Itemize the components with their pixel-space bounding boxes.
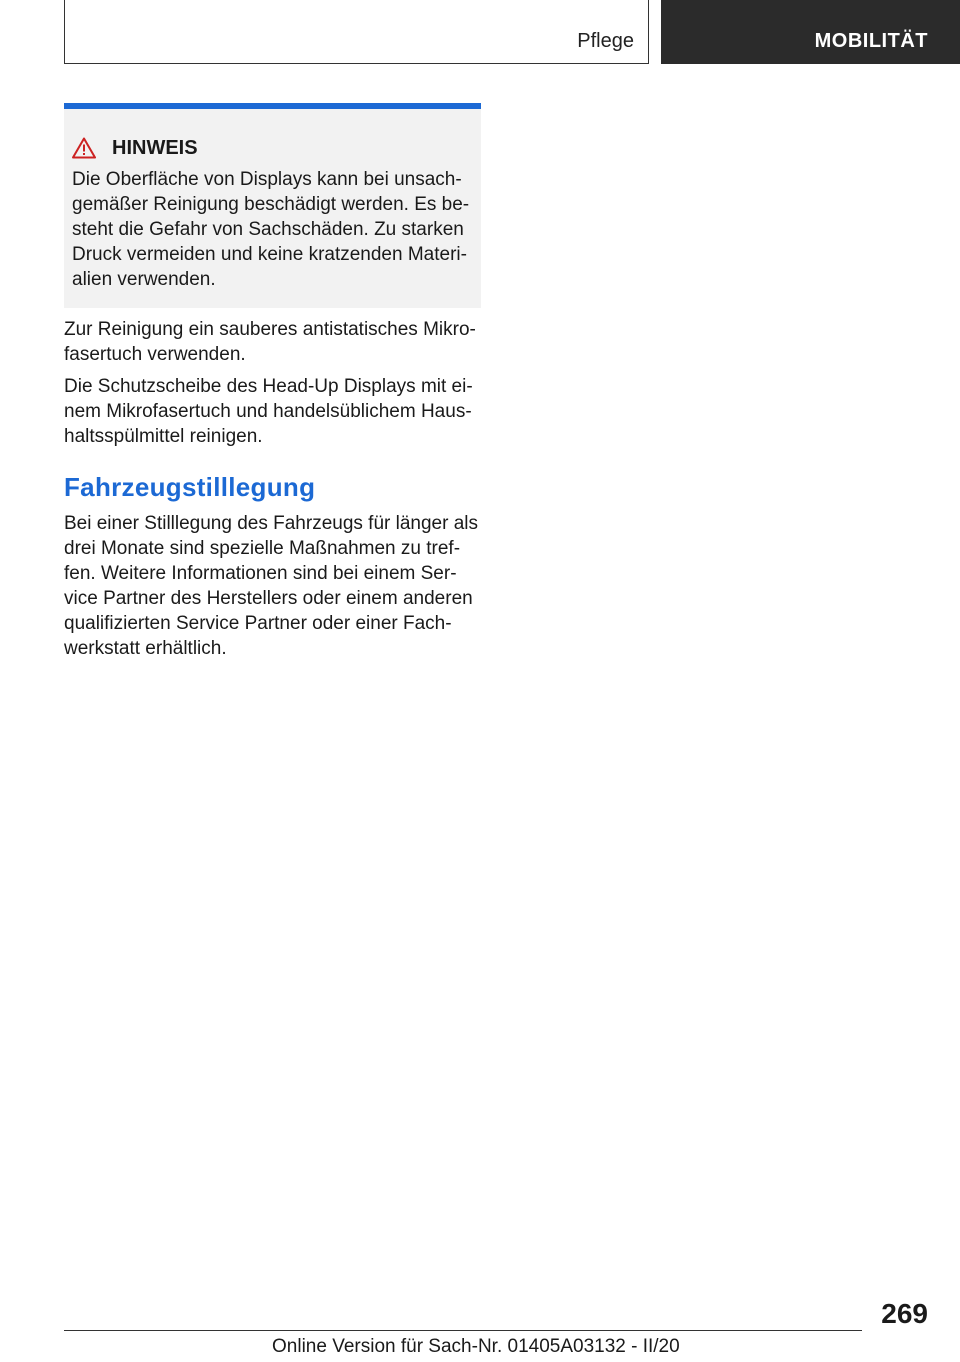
notice-title: HINWEIS bbox=[112, 136, 198, 159]
header-chapter-title: MOBILITÄT bbox=[814, 30, 928, 52]
footer-online-version: Online Version für Sach-Nr. 01405A03132 - II/20 bbox=[272, 1336, 680, 1357]
warning-triangle-icon bbox=[72, 137, 96, 159]
paragraph-cleaning-cloth: Zur Reinigung ein sauberes antistatisches Mikrofasertuch verwenden. bbox=[64, 319, 476, 365]
header-section-title: Pflege bbox=[577, 30, 634, 52]
header-section-box bbox=[64, 0, 649, 64]
page-number: 269 bbox=[881, 1298, 928, 1329]
header-chapter-tab bbox=[661, 0, 960, 64]
footer-divider bbox=[64, 1330, 862, 1331]
notice-box bbox=[64, 103, 481, 308]
section-title: Fahrzeugstilllegung bbox=[64, 472, 316, 502]
notice-text: Die Oberfläche von Displays kann bei unsachgemäßer Reinigung beschädigt werden. Es besteht die Gefahr von Sachschäden. Zu starken Druck vermeiden und keine kratzenden Materialien verwenden. bbox=[72, 169, 470, 290]
notice-heading bbox=[72, 135, 198, 161]
paragraph-decommissioning: Bei einer Stilllegung des Fahrzeugs für länger als drei Monate sind spezielle Maßnahmen zu treffen. Weitere Informationen sind bei einem Service Partner des Herstellers oder einem anderen qualifizierten Service Partner oder einer Fachwerkstatt erhältlich. bbox=[64, 513, 479, 659]
paragraph-head-up-display: Die Schutzscheibe des Head-Up Displays mit einem Mikrofasertuch und handelsüblichem Haushaltsspülmittel reinigen. bbox=[64, 376, 473, 447]
